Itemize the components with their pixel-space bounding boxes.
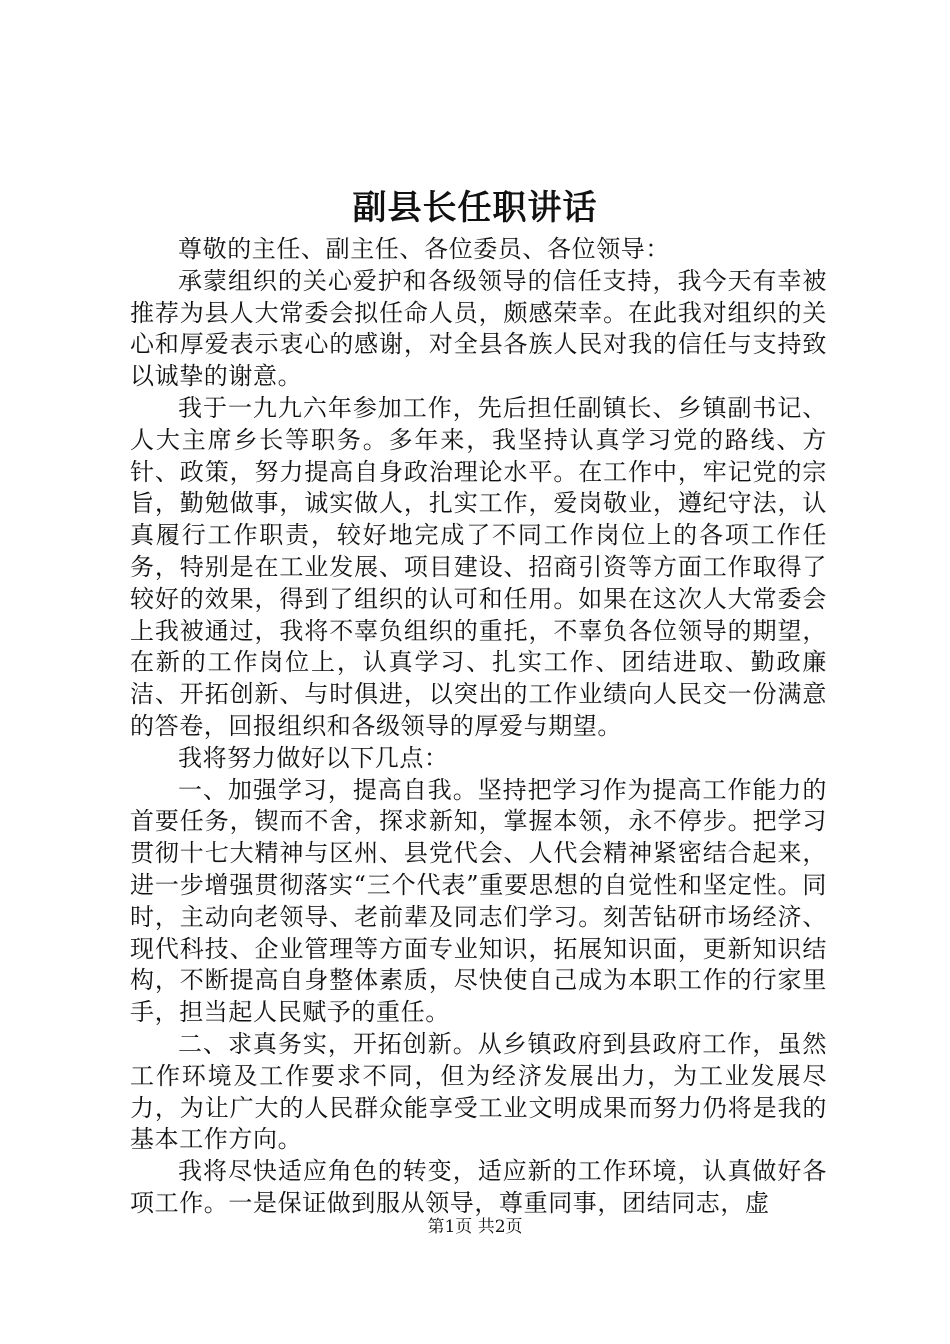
salutation-paragraph: 尊敬的主任、副主任、各位委员、各位领导： <box>178 235 670 263</box>
document-body <box>130 234 827 1220</box>
document-title: 副县长任职讲话 <box>352 188 598 228</box>
page-number-footer: 第1页 共2页 <box>427 1217 523 1237</box>
gratitude-paragraph: 承蒙组织的关心爱护和各级领导的信任支持，我今天有幸被推荐为县人大常委会拟任命人员，颇感荣幸。在此我对组织的关心和厚爱表示衷心的感谢，对全县各族人民对我的信任与支持致以诚挚的谢意。 <box>130 266 827 391</box>
work-history-paragraph: 我于一九九六年参加工作，先后担任副镇长、乡镇副书记、人大主席乡长等职务。多年来，我坚持认真学习党的路线、方针、政策，努力提高自身政治理论水平。在工作中，牢记党的宗旨，勤勉做事，诚实做人，扎实工作，爱岗敬业，遵纪守法，认真履行工作职责，较好地完成了不同工作岗位上的各项工作任务，特别是在工业发展、项目建设、招商引资等方面工作取得了较好的效果，得到了组织的认可和任用。如果在这次人大常委会上我被通过，我将不辜负组织的重托，不辜负各位领导的期望，在新的工作岗位上，认真学习、扎实工作、团结进取、勤政廉洁、开拓创新、与时俱进，以突出的工作业绩向人民交一份满意的答卷，回报组织和各级领导的厚爱与期望。 <box>130 393 827 740</box>
adaptation-paragraph: 我将尽快适应角色的转变，适应新的工作环境，认真做好各项工作。一是保证做到服从领导，尊重同事，团结同志，虚 <box>130 1157 827 1217</box>
point-two-paragraph: 二、求真务实，开拓创新。从乡镇政府到县政府工作，虽然工作环境及工作要求不同，但为经济发展出力，为工业发展尽力，为让广大的人民群众能享受工业文明成果而努力仍将是我的基本工作方向。 <box>130 1029 827 1154</box>
intro-points-paragraph: 我将努力做好以下几点： <box>178 743 449 772</box>
point-one-paragraph: 一、加强学习，提高自我。坚持把学习作为提高工作能力的首要任务，锲而不舍，探求新知，掌握本领，永不停步。把学习贯彻十七大精神与区州、县党代会、人代会精神紧密结合起来，进一步增强贯彻落实“三个代表”重要思想的自觉性和坚定性。同时，主动向老领导、老前辈及同志们学习。刻苦钻研市场经济、现代科技、企业管理等方面专业知识，拓展知识面，更新知识结构，不断提高自身整体素质，尽快使自己成为本职工作的行家里手，担当起人民赋予的重任。 <box>130 775 827 1027</box>
